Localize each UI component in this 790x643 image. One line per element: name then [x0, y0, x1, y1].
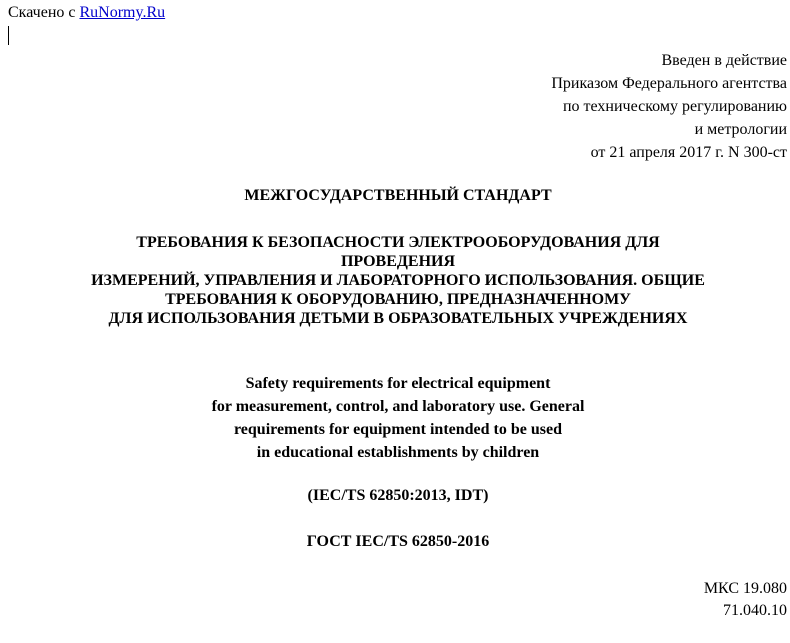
- title-ru-line: ИЗМЕРЕНИЙ, УПРАВЛЕНИЯ И ЛАБОРАТОРНОГО ИСПОЛЬЗОВАНИЯ. ОБЩИЕ: [91, 272, 705, 289]
- title-russian: [0, 233, 790, 328]
- approval-line: по техническому регулированию: [562, 98, 787, 115]
- classification-line: МКС 19.080: [703, 580, 787, 597]
- gost-designation: ГОСТ IEC/TS 62850-2016: [306, 533, 490, 550]
- source-prefix: Скачено с: [8, 4, 80, 21]
- classification-line: 71.040.10: [723, 602, 787, 619]
- standard-type-heading: МЕЖГОСУДАРСТВЕННЫЙ СТАНДАРТ: [244, 187, 552, 204]
- title-en-line: in educational establishments by children: [256, 444, 540, 461]
- approval-block: [551, 49, 787, 164]
- title-english: [0, 372, 790, 464]
- approval-line: и метрологии: [694, 121, 787, 138]
- approval-line: Введен в действие: [661, 52, 787, 69]
- title-ru-line: ДЛЯ ИСПОЛЬЗОВАНИЯ ДЕТЬМИ В ОБРАЗОВАТЕЛЬНЫХ УЧРЕЖДЕНИЯХ: [108, 310, 688, 327]
- title-en-line: requirements for equipment intended to be used: [233, 421, 562, 438]
- iec-reference: (IEC/TS 62850:2013, IDT): [307, 487, 489, 504]
- approval-line: от 21 апреля 2017 г. N 300-ст: [590, 144, 787, 161]
- text-cursor: [8, 26, 9, 45]
- approval-line: Приказом Федерального агентства: [551, 75, 787, 92]
- title-en-line: for measurement, control, and laboratory use. General: [211, 398, 585, 415]
- title-ru-line: ПРОВЕДЕНИЯ: [340, 253, 456, 270]
- source-line: [8, 4, 165, 22]
- classification-codes: [704, 578, 787, 622]
- title-ru-line: ТРЕБОВАНИЯ К ОБОРУДОВАНИЮ, ПРЕДНАЗНАЧЕННОМУ: [165, 291, 631, 308]
- runormy-link[interactable]: RuNormy.Ru: [79, 4, 166, 21]
- title-ru-line: ТРЕБОВАНИЯ К БЕЗОПАСНОСТИ ЭЛЕКТРООБОРУДОВАНИЯ ДЛЯ: [136, 234, 660, 251]
- title-en-line: Safety requirements for electrical equipment: [245, 375, 551, 392]
